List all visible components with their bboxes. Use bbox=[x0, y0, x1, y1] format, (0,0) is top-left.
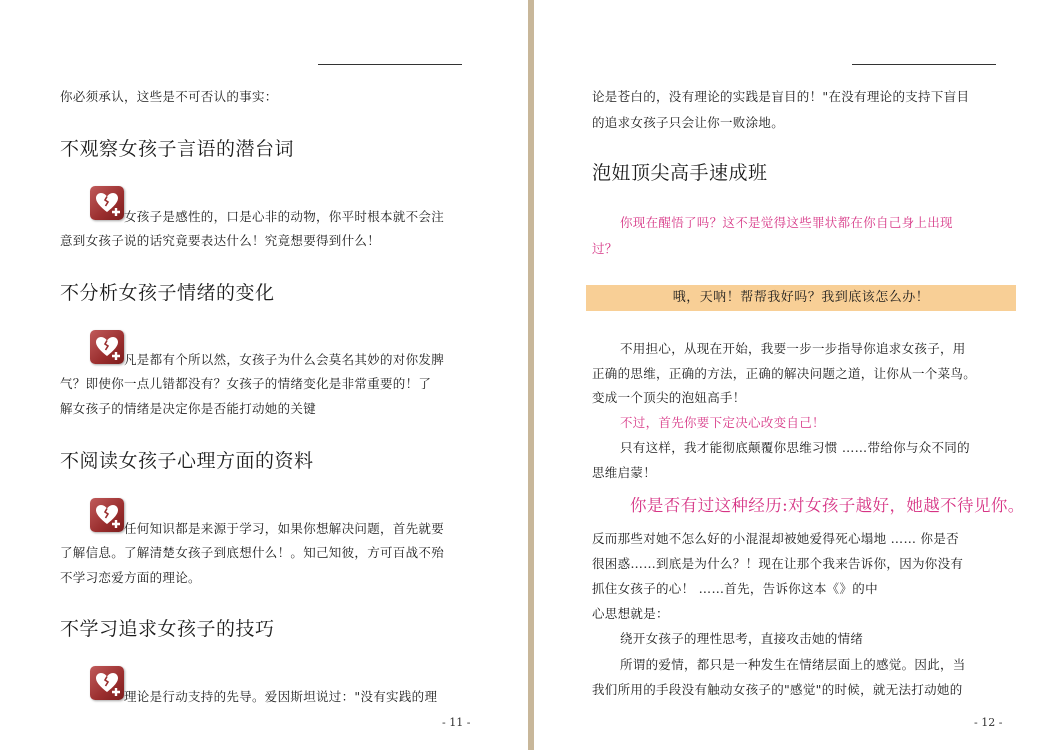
text-line: 思维启蒙！ bbox=[592, 465, 657, 480]
text-line: 很困惑……到底是为什么？！现在让那个我来告诉你，因为你没有 bbox=[592, 556, 964, 571]
section-line: 了解信息。了解清楚女孩子到底想什么！。知己知彼，方可百战不殆 bbox=[60, 545, 445, 560]
section-line: 意到女孩子说的话究竟要表达什么！究竟想要得到什么！ bbox=[60, 233, 381, 248]
section-line: 理论是行动支持的先导。爱因斯坦说过："没有实践的理 bbox=[124, 689, 438, 704]
pink-text-line: 过？ bbox=[592, 241, 618, 256]
header-rule bbox=[852, 64, 996, 65]
text-line: 变成一个顶尖的泡妞高手！ bbox=[592, 390, 746, 405]
section-heading: 不分析女孩子情绪的变化 bbox=[60, 282, 275, 304]
broken-heart-plus-icon bbox=[90, 330, 124, 364]
highlight-banner: 哦，天呐！帮帮我好吗？我到底该怎么办！ bbox=[586, 285, 1016, 311]
left-page bbox=[0, 0, 528, 750]
broken-heart-plus-icon bbox=[90, 666, 124, 700]
pink-text-line: 不过，首先你要下定决心改变自己！ bbox=[620, 415, 825, 430]
text-line: 心思想就是： bbox=[592, 606, 669, 621]
text-line: 抓住女孩子的心！ ……首先，告诉你这本《》的中 bbox=[592, 581, 878, 596]
text-line: 我们所用的手段没有触动女孩子的"感觉"的时候，就无法打动她的 bbox=[592, 682, 963, 697]
text-line: 正确的思维，正确的方法，正确的解决问题之道，让你从一个菜鸟。 bbox=[592, 366, 977, 381]
text-line: 绕开女孩子的理性思考，直接攻击她的情绪 bbox=[620, 631, 864, 646]
section-line: 任何知识都是来源于学习，如果你想解决问题，首先就要 bbox=[124, 521, 445, 536]
text-line: 论是苍白的，没有理论的实践是盲目的！"在没有理论的支持下盲目 bbox=[592, 89, 970, 104]
text-line: 反而那些对她不怎么好的小混混却被她爱得死心塌地 …… 你是否 bbox=[592, 531, 959, 546]
broken-heart-plus-icon bbox=[90, 186, 124, 220]
section-line: 气？即使你一点儿错都没有？女孩子的情绪变化是非常重要的！了 bbox=[60, 376, 432, 391]
section-line: 不学习恋爱方面的理论。 bbox=[60, 570, 201, 585]
section-line: 凡是都有个所以然，女孩子为什么会莫名其妙的对你发脾 bbox=[124, 352, 445, 367]
page-number: - 12 - bbox=[974, 716, 1003, 729]
broken-heart-plus-icon bbox=[90, 498, 124, 532]
header-rule bbox=[318, 64, 462, 65]
pink-callout: 你是否有过这种经历:对女孩子越好，她越不待见你。 bbox=[630, 496, 1025, 515]
section-heading: 不观察女孩子言语的潜台词 bbox=[60, 138, 295, 160]
text-line: 不用担心，从现在开始，我要一步一步指导你追求女孩子，用 bbox=[620, 341, 966, 356]
section-heading: 不学习追求女孩子的技巧 bbox=[60, 618, 275, 640]
section-heading: 泡妞顶尖高手速成班 bbox=[592, 162, 768, 184]
section-heading: 不阅读女孩子心理方面的资料 bbox=[60, 450, 314, 472]
section-line: 解女孩子的情绪是决定你是否能打动她的关键 bbox=[60, 401, 317, 416]
page-number: - 11 - bbox=[442, 716, 471, 729]
text-line: 只有这样，我才能彻底颠覆你思维习惯 ……带给你与众不同的 bbox=[620, 440, 970, 455]
pink-text-line: 你现在醒悟了吗？这不是觉得这些罪状都在你自己身上出现 bbox=[620, 215, 953, 230]
section-line: 女孩子是感性的，口是心非的动物，你平时根本就不会注 bbox=[124, 209, 445, 224]
text-line: 的追求女孩子只会让你一败涂地。 bbox=[592, 115, 785, 130]
right-page bbox=[534, 0, 1060, 750]
text-line: 所谓的爱情，都只是一种发生在情绪层面上的感觉。因此，当 bbox=[620, 657, 966, 672]
intro-text: 你必须承认，这些是不可否认的事实： bbox=[60, 89, 278, 104]
